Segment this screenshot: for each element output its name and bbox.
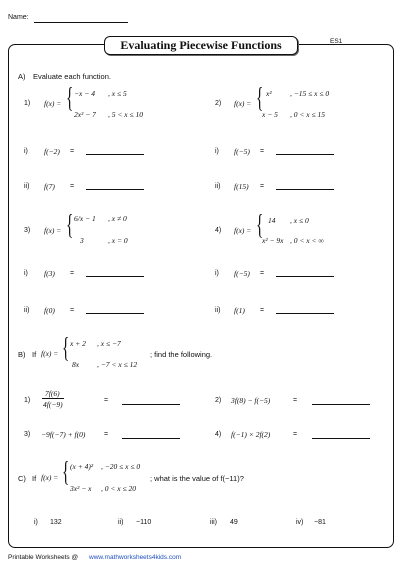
answer-blank[interactable]: [276, 313, 334, 314]
eval-r3r-label: i): [215, 270, 219, 277]
b-question-2-eq: =: [293, 397, 298, 404]
b-question-4-expr: f(−1) × 2f(2): [231, 430, 271, 439]
problem-1-brace: {: [66, 83, 74, 114]
section-c-label: C): [18, 474, 26, 483]
section-c-if: If: [32, 474, 37, 483]
eval-r2l-eq: =: [70, 183, 75, 190]
eval-r4r-expr: f(1): [234, 306, 245, 315]
answer-blank[interactable]: [312, 404, 370, 405]
problem-3-case1-cond: , x ≠ 0: [108, 214, 127, 223]
section-a-instruction: Evaluate each function.: [33, 72, 111, 81]
section-b-case2-cond: , −7 < x ≤ 12: [97, 360, 138, 369]
section-b-brace: {: [62, 333, 70, 364]
problem-4-case1-expr: 14: [268, 216, 276, 225]
eval-r4l-eq: =: [70, 307, 75, 314]
problem-3-case2-expr: 3: [80, 236, 84, 245]
section-b-if: If: [32, 350, 37, 359]
problem-2-case2-expr: x − 5: [262, 110, 278, 119]
section-b-case1-cond: , x ≤ −7: [97, 339, 121, 348]
eval-r3r-expr: f(−5): [234, 269, 250, 278]
problem-3-brace: {: [66, 210, 74, 241]
b-question-1-eq: =: [104, 397, 109, 404]
problem-1-case2-cond: , 5 < x ≤ 10: [108, 110, 144, 119]
name-label: Name:: [8, 14, 29, 21]
answer-blank[interactable]: [122, 438, 180, 439]
problem-3-case1-expr: 6/x − 1: [74, 214, 96, 223]
option-iii-value[interactable]: 49: [230, 519, 238, 526]
eval-r3l-label: i): [24, 270, 28, 277]
problem-2-brace: {: [256, 83, 264, 114]
section-b-instruction: ; find the following.: [150, 350, 213, 359]
eval-r1r-label: i): [215, 148, 219, 155]
option-ii-value[interactable]: −110: [136, 519, 152, 526]
section-c-question: ; what is the value of f(−11)?: [150, 474, 244, 483]
answer-blank[interactable]: [122, 404, 180, 405]
problem-1-fx: f(x) =: [44, 99, 62, 108]
problem-1-case1-cond: , x ≤ 5: [108, 89, 127, 98]
section-c-case1-expr: (x + 4)²: [70, 462, 94, 471]
option-iv-label: iv): [296, 519, 304, 526]
problem-2-number: 2): [215, 100, 222, 107]
section-c-case2-expr: 3x² − x: [70, 484, 92, 493]
b-question-4-eq: =: [293, 431, 298, 438]
name-field[interactable]: [34, 22, 128, 23]
problem-4-case2-cond: , 0 < x < ∞: [290, 236, 324, 245]
page-title: Evaluating Piecewise Functions: [120, 38, 282, 52]
answer-blank[interactable]: [86, 313, 144, 314]
eval-r3l-eq: =: [70, 270, 75, 277]
section-b-fx: f(x) =: [41, 349, 59, 358]
eval-r4l-expr: f(0): [44, 306, 55, 315]
answer-blank[interactable]: [86, 154, 144, 155]
problem-2-case1-expr: x²: [266, 89, 272, 98]
problem-3-case2-cond: , x = 0: [108, 236, 128, 245]
title-box: [104, 36, 298, 55]
problem-4-case1-cond: , x ≤ 0: [290, 216, 309, 225]
problem-4-case2-expr: x² − 9x: [262, 236, 284, 245]
section-a-label: A): [18, 72, 26, 81]
eval-r2r-expr: f(15): [234, 182, 249, 191]
eval-r3l-expr: f(3): [44, 269, 55, 278]
section-b-case2-expr: 8x: [72, 360, 80, 369]
section-c-brace: {: [62, 457, 70, 488]
section-c-case2-cond: , 0 < x ≤ 20: [101, 484, 137, 493]
b-question-4-number: 4): [215, 431, 222, 438]
answer-blank[interactable]: [86, 276, 144, 277]
answer-blank[interactable]: [276, 189, 334, 190]
answer-blank[interactable]: [276, 154, 334, 155]
fraction-bar: [42, 398, 64, 399]
eval-r1r-eq: =: [260, 148, 265, 155]
eval-r4l-label: ii): [24, 307, 30, 314]
problem-4-brace: {: [256, 210, 264, 241]
answer-blank[interactable]: [312, 438, 370, 439]
eval-r2r-eq: =: [260, 183, 265, 190]
eval-r2l-label: ii): [24, 183, 30, 190]
problem-1-number: 1): [24, 100, 31, 107]
problem-2-case1-cond: , −15 ≤ x ≤ 0: [290, 89, 330, 98]
b-question-2-expr: 3f(8) − f(−5): [231, 396, 271, 405]
option-iv-value[interactable]: −81: [314, 519, 326, 526]
eval-r4r-label: ii): [215, 307, 221, 314]
b-question-3-number: 3): [24, 431, 31, 438]
problem-2-fx: f(x) =: [234, 99, 252, 108]
option-iii-label: iii): [210, 519, 217, 526]
eval-r1l-label: i): [24, 148, 28, 155]
eval-r3r-eq: =: [260, 270, 265, 277]
eval-r4r-eq: =: [260, 307, 265, 314]
b-question-1-denominator: 4f(−9): [43, 400, 63, 409]
answer-blank[interactable]: [86, 189, 144, 190]
b-question-3-expr: −9f(−7) + f(0): [41, 430, 86, 439]
b-question-1-number: 1): [24, 397, 31, 404]
problem-1-case1-expr: −x − 4: [74, 89, 95, 98]
eval-r2r-label: ii): [215, 183, 221, 190]
worksheet-code: ES1: [330, 38, 343, 45]
problem-4-number: 4): [215, 227, 222, 234]
answer-blank[interactable]: [276, 276, 334, 277]
option-ii-label: ii): [118, 519, 124, 526]
section-c-fx: f(x) =: [41, 473, 59, 482]
eval-r1r-expr: f(−5): [234, 147, 250, 156]
option-i-label: i): [34, 519, 38, 526]
section-b-label: B): [18, 350, 26, 359]
footer-link[interactable]: www.mathworksheets4kids.com: [89, 554, 182, 561]
footer-text: Printable Worksheets @: [8, 554, 79, 561]
eval-r1l-eq: =: [70, 148, 75, 155]
problem-2-case2-cond: , 0 < x ≤ 15: [290, 110, 326, 119]
b-question-2-number: 2): [215, 397, 222, 404]
problem-3-number: 3): [24, 227, 31, 234]
eval-r1l-expr: f(−2): [44, 147, 60, 156]
b-question-1-numerator: 7f(6): [45, 389, 60, 398]
option-i-value[interactable]: 132: [50, 519, 62, 526]
section-c-case1-cond: , −20 ≤ x ≤ 0: [101, 462, 141, 471]
b-question-3-eq: =: [104, 431, 109, 438]
problem-4-fx: f(x) =: [234, 226, 252, 235]
eval-r2l-expr: f(7): [44, 182, 55, 191]
problem-1-case2-expr: 2x² − 7: [74, 110, 96, 119]
problem-3-fx: f(x) =: [44, 226, 62, 235]
section-b-case1-expr: x + 2: [70, 339, 86, 348]
